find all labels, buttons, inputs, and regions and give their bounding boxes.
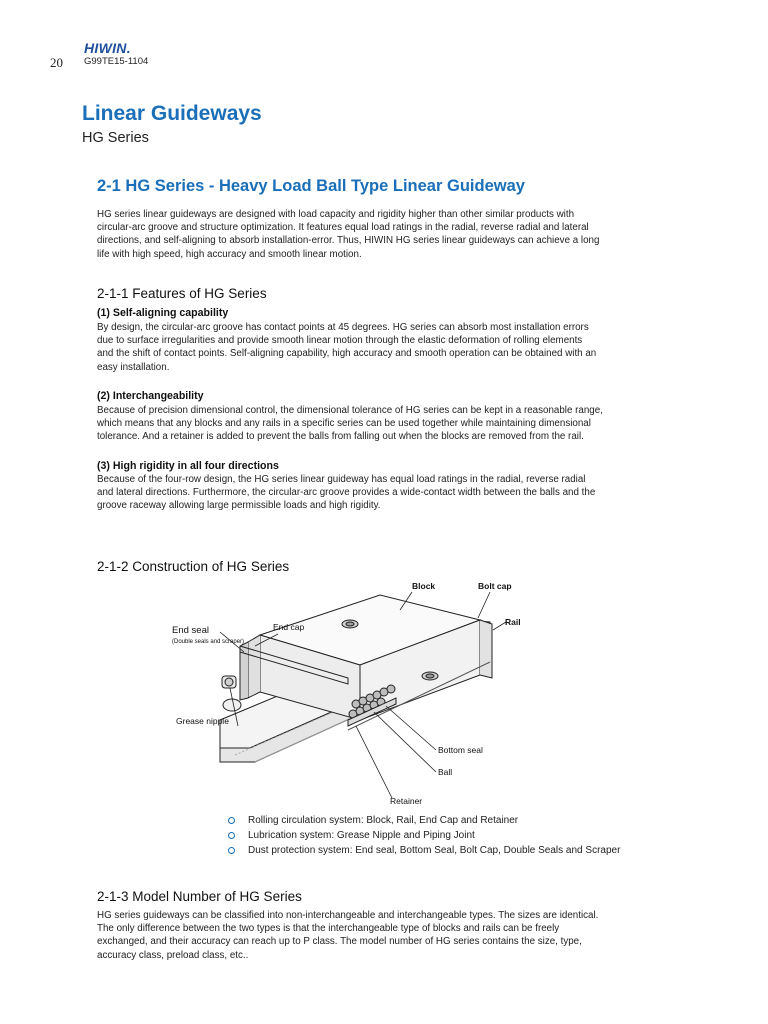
label-block: Block	[412, 581, 436, 591]
section-2-1-2-heading: 2-1-2 Construction of HG Series	[97, 559, 290, 574]
document-code: G99TE15-1104	[84, 56, 149, 67]
feature-1-title: (1) Self-aligning capability	[97, 307, 229, 319]
text-line: life with high speed, high accuracy and smooth linear motion.	[97, 248, 362, 260]
text-line: HG series linear guideways are designed with load capacity and rigidity higher than other similar products with	[97, 209, 575, 220]
bullet-text: Dust protection system: End seal, Bottom Seal, Bolt Cap, Double Seals and Scraper	[248, 845, 621, 856]
text-line: accuracy class, preload class, etc..	[97, 949, 249, 961]
text-line: due to surface irregularities and provide smooth linear motion through the elastic deformation of rolling elements	[97, 335, 583, 347]
label-bolt-cap: Bolt cap	[478, 581, 512, 591]
text-line: and lateral directions. Furthermore, the circular-arc groove provides a wide-contact width between the balls and the	[97, 487, 596, 499]
brand-logo-text: HIWIN.	[84, 40, 131, 56]
section-2-1-heading: 2-1 HG Series - Heavy Load Ball Type Linear Guideway	[97, 177, 525, 195]
page-title: Linear Guideways	[82, 102, 262, 125]
label-end-seal: End seal	[172, 625, 209, 636]
feature-3-title: (3) High rigidity in all four directions	[97, 460, 279, 472]
label-retainer: Retainer	[390, 796, 423, 806]
section-2-1-3-heading: 2-1-3 Model Number of HG Series	[97, 889, 302, 904]
text-line: By design, the circular-arc groove has contact points at 45 degrees. HG series can absorb most installation errors	[97, 322, 589, 333]
label-ball: Ball	[438, 767, 453, 777]
text-line: groove raceway allowing large permissible loads and high rigidity.	[97, 500, 381, 512]
text-line: HG series guideways can be classified into non-interchangeable and interchangeable types. The sizes are identical.	[97, 910, 599, 921]
text-line: The only difference between the two types is that the interchangeable type of blocks and rails can be freely	[97, 923, 560, 935]
bullet-circle-icon	[228, 832, 235, 839]
text-line: directions, and self-aligning to absorb installation-error. Thus, HIWIN HG series linear guideways can achieve a long	[97, 235, 600, 247]
feature-3-paragraph	[97, 473, 637, 513]
label-end-cap: End cap	[273, 622, 305, 632]
bullet-text: Rolling circulation system: Block, Rail, End Cap and Retainer	[248, 815, 519, 826]
list-item	[228, 843, 620, 858]
text-line: Because of the four-row design, the HG series linear guideway has equal load ratings in the radial, reverse radial	[97, 474, 586, 485]
text-line: easy installation.	[97, 361, 170, 373]
text-line: and the shift of contact points. Self-aligning capability, high accuracy and smooth operation can be obtained with an	[97, 348, 597, 360]
label-rail: Rail	[505, 617, 521, 627]
text-line: Because of precision dimensional control, the dimensional tolerance of HG series can be kept in a reasonable range,	[97, 405, 603, 416]
page-subtitle: HG Series	[82, 130, 149, 146]
section-2-1-3-paragraph	[97, 909, 637, 962]
section-2-1-1-heading: 2-1-1 Features of HG Series	[97, 286, 267, 301]
feature-1-paragraph	[97, 321, 637, 374]
end-seal-shape	[240, 642, 248, 700]
text-line: which means that any blocks and any rails in a specific series can be used together while maintaining dimensional	[97, 418, 591, 430]
text-line: circular-arc groove and structure optimization. It features equal load ratings in the radial, reverse radial and lateral	[97, 222, 589, 234]
label-grease-nipple: Grease nipple	[176, 716, 229, 726]
text-line: tolerance. And a retainer is added to prevent the balls from falling out when the blocks are removed from the rail.	[97, 431, 584, 443]
label-end-seal-note: (Double seals and scraper)	[172, 639, 245, 645]
section-2-1-paragraph	[97, 208, 637, 261]
bullet-circle-icon	[228, 847, 235, 854]
list-item	[228, 813, 620, 828]
construction-bullet-list	[228, 813, 620, 858]
label-bottom-seal: Bottom seal	[438, 745, 483, 755]
feature-2-paragraph	[97, 404, 637, 444]
text-line: exchanged, and their accuracy can reach up to P class. The model number of HG series contains the size, type,	[97, 936, 582, 948]
feature-2-title: (2) Interchangeability	[97, 390, 204, 402]
bullet-text: Lubrication system: Grease Nipple and Piping Joint	[248, 830, 475, 841]
list-item	[228, 828, 620, 843]
page-number: 20	[50, 55, 63, 70]
hg-construction-diagram	[160, 580, 610, 810]
bullet-circle-icon	[228, 817, 235, 824]
